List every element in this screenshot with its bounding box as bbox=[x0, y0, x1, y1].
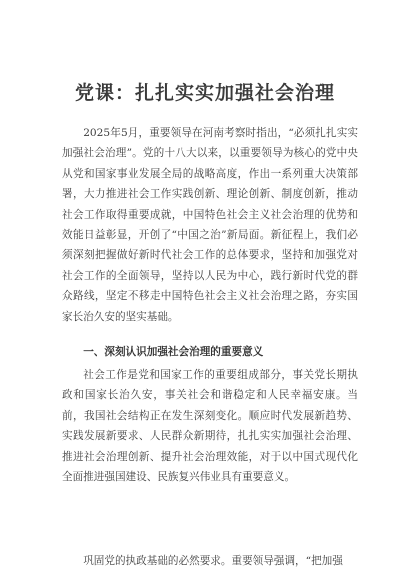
paragraph-continued: 巩固党的执政基础的必然要求。重要领导强调，“把加强 bbox=[83, 555, 343, 567]
paragraph-intro: 2025年5月，重要领导在河南考察时指出，“必须扎扎实实加强社会治理”。党的十八大以来，以重要领导为核心的党中央从党和国家事业发展全局的战略高度，作出一系列重大决策部署，大力推进社会工作实践创新、理论创新、制度创新，推动社会工作取得重要成就，中国特色社会主义社会治理的优势和效能日益彰显，开创了“中国之治”新局面。新征程上，我们必须深刻把握做好新时代社会工作的总体要求，坚持和加强党对社会工作的全面领导，坚持以人民为中心，践行新时代党的群众路线，坚定不移走中国特色社会主义社会治理之路，夯实国家长治久安的坚实基础。 bbox=[62, 127, 358, 323]
paragraph-section-1: 社会工作是党和国家工作的重要组成部分，事关党长期执政和国家长治久安，事关社会和谐稳定和人民幸福安康。当前，我国社会结构正在发生深刻变化。顺应时代发展新趋势、实践发展新要求、人民群众新期待，扎扎实实加强社会治理、推进社会治理创新、提升社会治理效能，对于以中国式现代化全面推进强国建设、民族复兴伟业具有重要意义。 bbox=[62, 369, 358, 484]
document-title: 党课：扎扎实实加强社会治理 bbox=[74, 82, 335, 104]
section-heading-1: 一、深刻认识加强社会治理的重要意义 bbox=[83, 346, 264, 358]
